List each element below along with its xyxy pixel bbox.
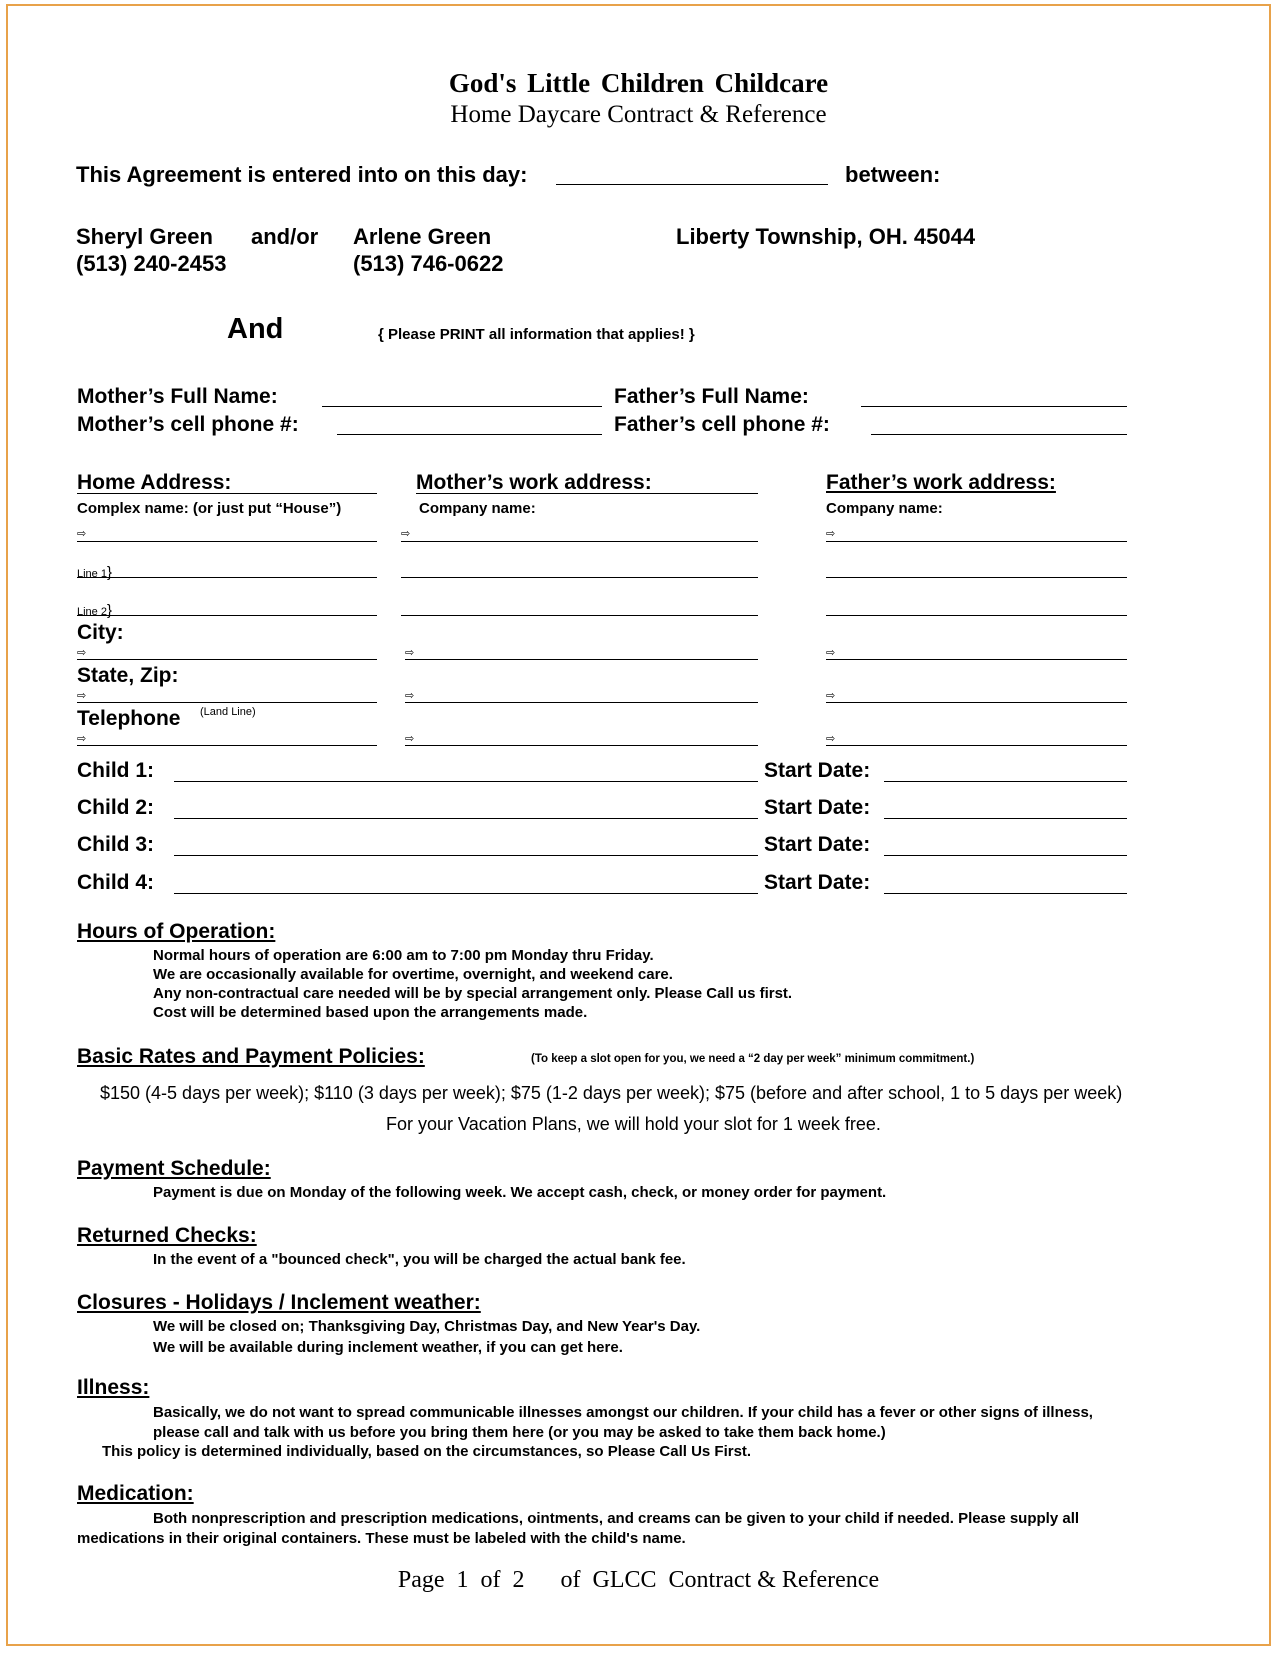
mother-city-field[interactable] — [405, 659, 758, 660]
mother-name-label: Mother’s Full Name: — [77, 385, 278, 408]
agreement-date-field[interactable] — [556, 184, 828, 185]
provider-name-2: Arlene Green — [353, 224, 492, 249]
and-label: And — [227, 313, 284, 345]
illness-line: please call and talk with us before you bring them here (or you may be asked to take them back home.) — [153, 1424, 886, 1441]
hours-heading: Hours of Operation: — [77, 920, 276, 943]
provider-phone-1: (513) 240-2453 — [76, 251, 227, 276]
vacation-note: For your Vacation Plans, we will hold your slot for 1 week free. — [386, 1114, 881, 1134]
father-company-field[interactable] — [826, 541, 1127, 542]
home-complex-field[interactable] — [77, 541, 377, 542]
father-cell-field[interactable] — [871, 434, 1127, 435]
provider-andor: and/or — [251, 224, 319, 249]
land-line-note: (Land Line) — [200, 706, 256, 718]
provider-location: Liberty Township, OH. 45044 — [676, 224, 976, 249]
mother-line2-field[interactable] — [401, 615, 758, 616]
medication-heading: Medication: — [77, 1482, 194, 1505]
rates-prices: $150 (4-5 days per week); $110 (3 days per week); $75 (1-2 days per week); $75 (before and after school, 1 to 5 days per week) — [100, 1083, 1123, 1103]
father-line1-field[interactable] — [826, 577, 1127, 578]
child-2-start-label: Start Date: — [764, 796, 871, 819]
home-state-zip-field[interactable] — [77, 702, 377, 703]
father-city-field[interactable] — [826, 659, 1127, 660]
contract-page — [6, 4, 1271, 1646]
home-line1-field[interactable] — [77, 577, 377, 578]
child-2-label: Child 2: — [77, 796, 154, 819]
father-name-field[interactable] — [861, 406, 1127, 407]
mother-state-zip-field[interactable] — [405, 702, 758, 703]
arrow-icon: ⇨ — [405, 733, 415, 745]
hours-line: We are occasionally available for overtime, overnight, and weekend care. — [153, 966, 673, 983]
state-zip-label: State, Zip: — [77, 664, 179, 687]
arrow-icon: ⇨ — [401, 528, 411, 540]
home-complex-label: Complex name: (or just put “House”) — [77, 500, 342, 517]
rates-note: (To keep a slot open for you, we need a “2 day per week” minimum commitment.) — [531, 1053, 975, 1065]
arrow-icon: ⇨ — [826, 647, 836, 659]
mother-work-heading-underline — [416, 493, 758, 494]
child-4-label: Child 4: — [77, 871, 154, 894]
hours-line: Cost will be determined based upon the arrangements made. — [153, 1004, 588, 1021]
closures-line: We will be available during inclement weather, if you can get here. — [153, 1339, 623, 1356]
city-label: City: — [77, 621, 124, 644]
arrow-icon: ⇨ — [77, 690, 87, 702]
child-1-label: Child 1: — [77, 759, 154, 782]
provider-name-1: Sheryl Green — [76, 224, 213, 249]
home-telephone-field[interactable] — [77, 745, 377, 746]
closures-heading: Closures - Holidays / Inclement weather: — [77, 1291, 481, 1314]
line1-label: Line 1} — [77, 564, 112, 581]
payment-text: Payment is due on Monday of the following week. We accept cash, check, or money order for payment. — [153, 1184, 887, 1201]
arrow-icon: ⇨ — [826, 733, 836, 745]
arrow-icon: ⇨ — [405, 647, 415, 659]
child-1-field[interactable] — [174, 781, 758, 782]
medication-line: Both nonprescription and prescription medications, ointments, and creams can be given to your child if needed. Please supply all — [153, 1510, 1080, 1527]
mother-cell-field[interactable] — [337, 434, 602, 435]
father-telephone-field[interactable] — [826, 745, 1127, 746]
medication-line: medications in their original containers. These must be labeled with the child's name. — [77, 1530, 686, 1547]
child-3-start-field[interactable] — [884, 855, 1127, 856]
arrow-icon: ⇨ — [77, 647, 87, 659]
agreement-between: between: — [845, 162, 941, 187]
payment-heading: Payment Schedule: — [77, 1157, 271, 1180]
arrow-icon: ⇨ — [826, 528, 836, 540]
arrow-icon: ⇨ — [826, 690, 836, 702]
provider-phone-2: (513) 746-0622 — [353, 251, 504, 276]
home-city-field[interactable] — [77, 659, 377, 660]
illness-line: Basically, we do not want to spread communicable illnesses amongst our children. If your child has a fever or other signs of illness, — [153, 1404, 1093, 1421]
child-4-field[interactable] — [174, 893, 758, 894]
father-company-label: Company name: — [826, 500, 943, 517]
mother-cell-label: Mother’s cell phone #: — [77, 413, 299, 436]
child-3-label: Child 3: — [77, 833, 154, 856]
page-title: God's Little Children Childcare — [448, 68, 829, 98]
line2-label: Line 2} — [77, 602, 112, 619]
home-address-heading: Home Address: — [77, 471, 232, 494]
child-1-start-field[interactable] — [884, 781, 1127, 782]
page-footer: Page 1 of 2 of GLCC Contract & Reference — [397, 1567, 880, 1593]
rates-heading: Basic Rates and Payment Policies: — [77, 1045, 425, 1068]
home-address-heading-underline — [77, 493, 377, 494]
arrow-icon: ⇨ — [77, 733, 87, 745]
child-4-start-field[interactable] — [884, 893, 1127, 894]
returned-heading: Returned Checks: — [77, 1224, 257, 1247]
returned-text: In the event of a "bounced check", you will be charged the actual bank fee. — [153, 1251, 686, 1268]
home-line2-field[interactable] — [77, 615, 377, 616]
mother-name-field[interactable] — [322, 406, 602, 407]
print-note: { Please PRINT all information that applies! } — [378, 326, 695, 343]
mother-line1-field[interactable] — [401, 577, 758, 578]
arrow-icon: ⇨ — [77, 528, 87, 540]
illness-line: This policy is determined individually, based on the circumstances, so Please Call Us First. — [102, 1443, 752, 1460]
child-4-start-label: Start Date: — [764, 871, 871, 894]
father-state-zip-field[interactable] — [826, 702, 1127, 703]
agreement-text: This Agreement is entered into on this day: — [76, 162, 528, 187]
mother-work-heading: Mother’s work address: — [416, 471, 652, 494]
father-name-label: Father’s Full Name: — [614, 385, 809, 408]
child-3-field[interactable] — [174, 855, 758, 856]
father-work-heading: Father’s work address: — [826, 471, 1056, 494]
mother-company-field[interactable] — [401, 541, 758, 542]
hours-line: Any non-contractual care needed will be by special arrangement only. Please Call us first. — [153, 985, 793, 1002]
closures-line: We will be closed on; Thanksgiving Day, Christmas Day, and New Year's Day. — [153, 1318, 701, 1335]
page-subtitle: Home Daycare Contract & Reference — [450, 101, 827, 128]
hours-line: Normal hours of operation are 6:00 am to 7:00 pm Monday thru Friday. — [153, 947, 654, 964]
father-cell-label: Father’s cell phone #: — [614, 413, 830, 436]
mother-telephone-field[interactable] — [405, 745, 758, 746]
mother-company-label: Company name: — [419, 500, 536, 517]
illness-heading: Illness: — [77, 1376, 150, 1399]
child-2-start-field[interactable] — [884, 818, 1127, 819]
father-line2-field[interactable] — [826, 615, 1127, 616]
telephone-label: Telephone — [77, 707, 181, 730]
child-2-field[interactable] — [174, 818, 758, 819]
child-3-start-label: Start Date: — [764, 833, 871, 856]
child-1-start-label: Start Date: — [764, 759, 871, 782]
arrow-icon: ⇨ — [405, 690, 415, 702]
